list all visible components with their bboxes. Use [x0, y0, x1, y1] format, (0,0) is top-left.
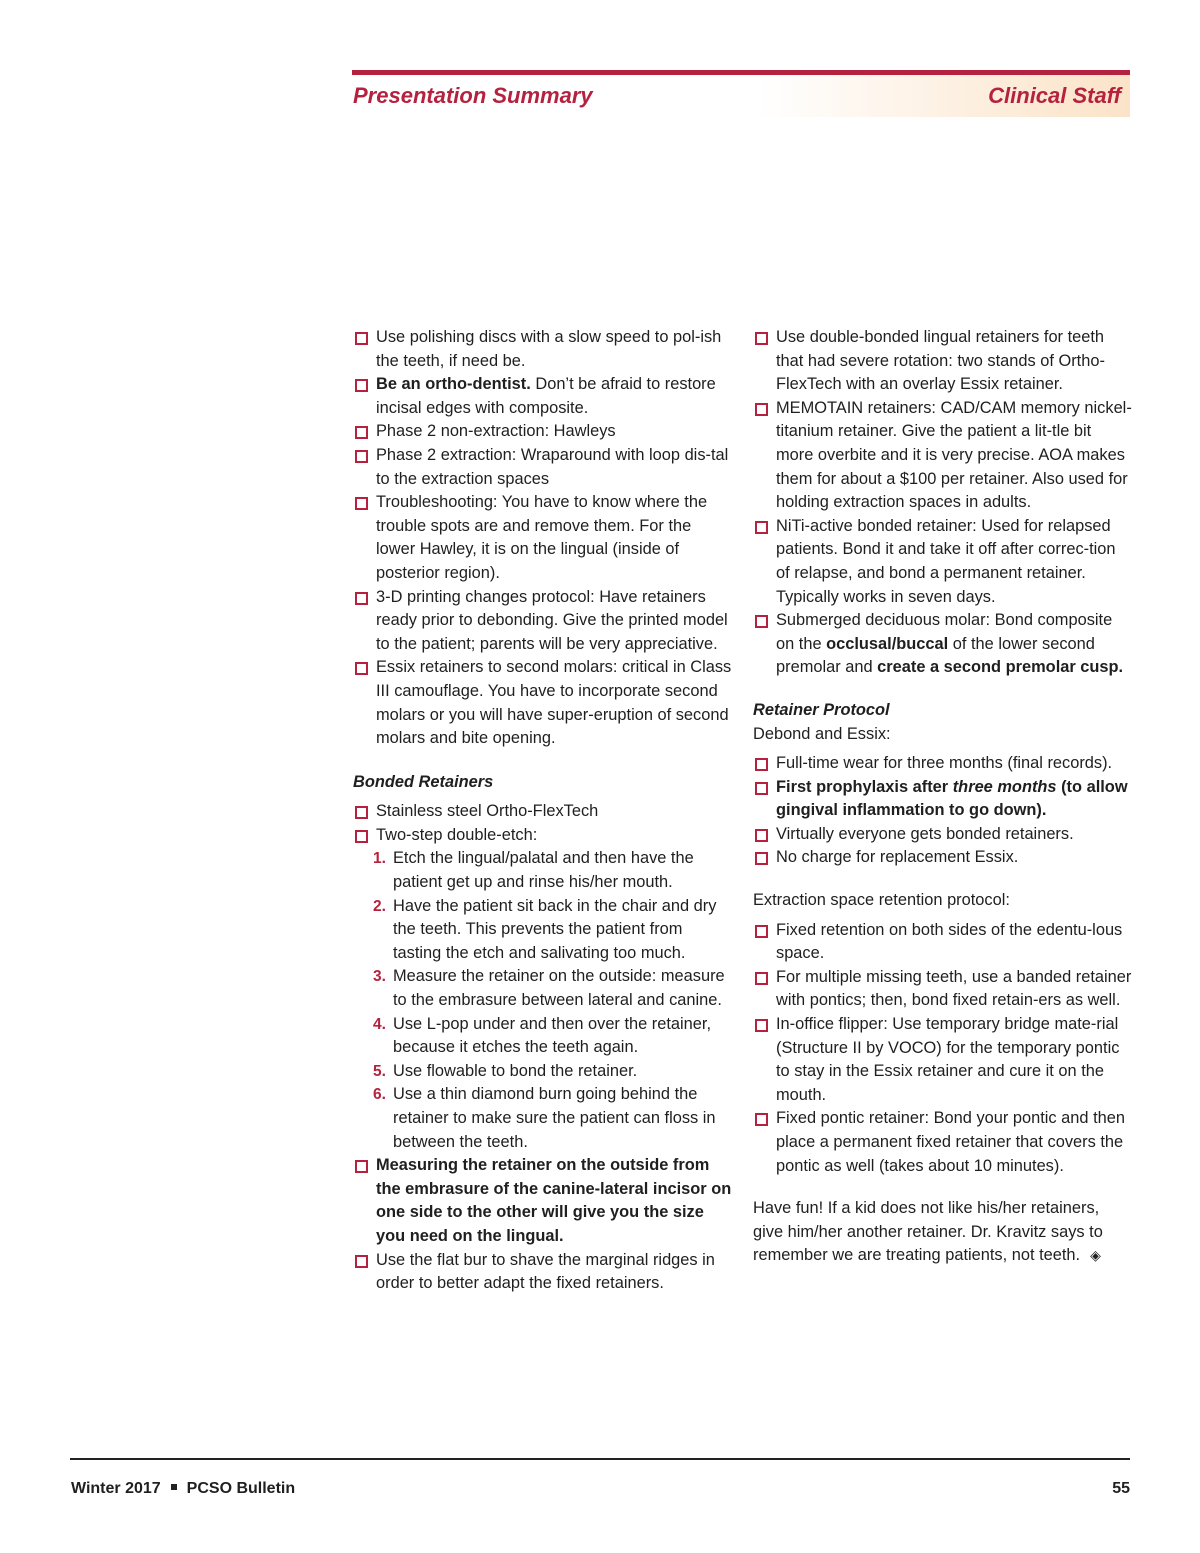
bullet-box-icon — [755, 332, 768, 345]
bullet-box-icon — [755, 782, 768, 795]
list-item: Phase 2 non-extraction: Hawleys — [353, 420, 733, 444]
bullet-box-icon — [355, 1160, 368, 1173]
left-column — [353, 326, 733, 1296]
closing-paragraph: Have fun! If a kid does not like his/her retainers, give him/her another retainer. Dr. Kravitz says to remember we are treating patients, not teeth. ◈ — [753, 1197, 1133, 1268]
bullet-box-icon — [355, 497, 368, 510]
bonded-list-continued — [353, 1154, 733, 1296]
list-item: NiTi-active bonded retainer: Used for relapsed patients. Bond it and take it off after correc-tion of relapse, and bond a permanent retainer. Typically works in seven days. — [753, 515, 1133, 609]
bullet-box-icon — [355, 332, 368, 345]
list-item: Troubleshooting: You have to know where the trouble spots are and remove them. For the lower Hawley, it is on the lingual (inside of posterior region). — [353, 491, 733, 585]
list-item: Full-time wear for three months (final records). — [753, 752, 1133, 776]
list-item: 3-D printing changes protocol: Have retainers ready prior to debonding. Give the printed model to the patient; parents will be very appreciative. — [353, 586, 733, 657]
bullet-box-icon — [755, 1113, 768, 1126]
header-section-title: Presentation Summary — [353, 83, 593, 108]
list-item: MEMOTAIN retainers: CAD/CAM memory nickel-titanium retainer. Give the patient a lit-tle bit more overbite and it is very precise. AOA makes them for about a $100 per retainer. Also used for holding extraction spaces in adults. — [753, 397, 1133, 515]
footer-separator-icon — [171, 1484, 177, 1490]
retainer-tips-list — [753, 326, 1133, 680]
bullet-box-icon — [755, 972, 768, 985]
bullet-box-icon — [355, 426, 368, 439]
bullet-box-icon — [355, 830, 368, 843]
etch-steps-list — [353, 847, 733, 1154]
bullet-box-icon — [755, 1019, 768, 1032]
list-item: Measuring the retainer on the outside from the embrasure of the canine-lateral incisor on one side to the other will give you the size you need on the lingual. — [353, 1154, 733, 1248]
list-item: Essix retainers to second molars: critical in Class III camouflage. You have to incorporate second molars or you will have super-eruption of second molars and bite opening. — [353, 656, 733, 750]
bullet-box-icon — [755, 829, 768, 842]
list-item: For multiple missing teeth, use a banded retainer with pontics; then, bond fixed retain-ers as well. — [753, 966, 1133, 1013]
footer-issue: Winter 2017 PCSO Bulletin — [71, 1480, 296, 1497]
list-item: Be an ortho-dentist. Don’t be afraid to restore incisal edges with composite. — [353, 373, 733, 420]
extraction-list — [753, 919, 1133, 1179]
end-diamond-icon: ◈ — [1090, 1247, 1101, 1264]
list-item: Use double-bonded lingual retainers for teeth that had severe rotation: two stands of Ortho-FlexTech with an overlay Essix retainer. — [753, 326, 1133, 397]
bullet-box-icon — [755, 521, 768, 534]
list-item: Use the flat bur to shave the marginal ridges in order to better adapt the fixed retainers. — [353, 1249, 733, 1296]
list-item: Two-step double-etch: — [353, 824, 733, 848]
right-column — [753, 326, 1133, 1268]
list-item: Fixed retention on both sides of the edentu-lous space. — [753, 919, 1133, 966]
list-item: Virtually everyone gets bonded retainers. — [753, 823, 1133, 847]
bullet-box-icon — [355, 379, 368, 392]
bullet-box-icon — [755, 403, 768, 416]
step-item: 1. Etch the lingual/palatal and then have the patient get up and rinse his/her mouth. — [373, 849, 694, 892]
step-item: 5. Use flowable to bond the retainer. — [373, 1061, 638, 1080]
bonded-list — [353, 800, 733, 847]
header-category: Clinical Staff — [988, 83, 1121, 108]
retainer-protocol-heading: Retainer Protocol — [753, 700, 890, 719]
list-item: Stainless steel Ortho-FlexTech — [353, 800, 733, 824]
footer-rule — [70, 1458, 1130, 1460]
page-number: 55 — [1112, 1480, 1130, 1497]
bullet-box-icon — [755, 758, 768, 771]
step-item: 2. Have the patient sit back in the chair and dry the teeth. This prevents the patient from tasting the etch and salivating too much. — [373, 896, 717, 962]
protocol-list — [753, 752, 1133, 870]
step-item: 6. Use a thin diamond burn going behind the retainer to make sure the patient can floss in between the teeth. — [373, 1085, 716, 1151]
step-item: 4. Use L-pop under and then over the retainer, because it etches the teeth again. — [373, 1014, 712, 1057]
bonded-retainers-heading: Bonded Retainers — [353, 772, 494, 791]
list-item: Fixed pontic retainer: Bond your pontic and then place a permanent fixed retainer that covers the pontic as well (takes about 10 minutes). — [753, 1107, 1133, 1178]
bullet-box-icon — [355, 450, 368, 463]
bullet-box-icon — [755, 615, 768, 628]
bullet-box-icon — [355, 1255, 368, 1268]
list-item: First prophylaxis after three months (to allow gingival inflammation to go down). — [753, 776, 1133, 823]
list-item: Submerged deciduous molar: Bond composite on the occlusal/buccal of the lower second premolar and create a second premolar cusp. — [753, 609, 1133, 680]
section-header — [352, 70, 1130, 117]
bullet-box-icon — [755, 852, 768, 865]
step-item: 3. Measure the retainer on the outside: measure to the embrasure between lateral and canine. — [373, 967, 725, 1010]
list-item: Phase 2 extraction: Wraparound with loop dis-tal to the extraction spaces — [353, 444, 733, 491]
extraction-intro: Extraction space retention protocol: — [753, 891, 1010, 910]
bullet-box-icon — [355, 592, 368, 605]
bullet-box-icon — [355, 806, 368, 819]
bullet-box-icon — [355, 662, 368, 675]
protocol-intro: Debond and Essix: — [753, 724, 891, 743]
list-item: Use polishing discs with a slow speed to pol-ish the teeth, if need be. — [353, 326, 733, 373]
bullet-box-icon — [755, 925, 768, 938]
tips-list — [353, 326, 733, 751]
list-item: In-office flipper: Use temporary bridge mate-rial (Structure II by VOCO) for the temporary pontic to stay in the Essix retainer and cure it on the mouth. — [753, 1013, 1133, 1107]
list-item: No charge for replacement Essix. — [753, 846, 1133, 870]
